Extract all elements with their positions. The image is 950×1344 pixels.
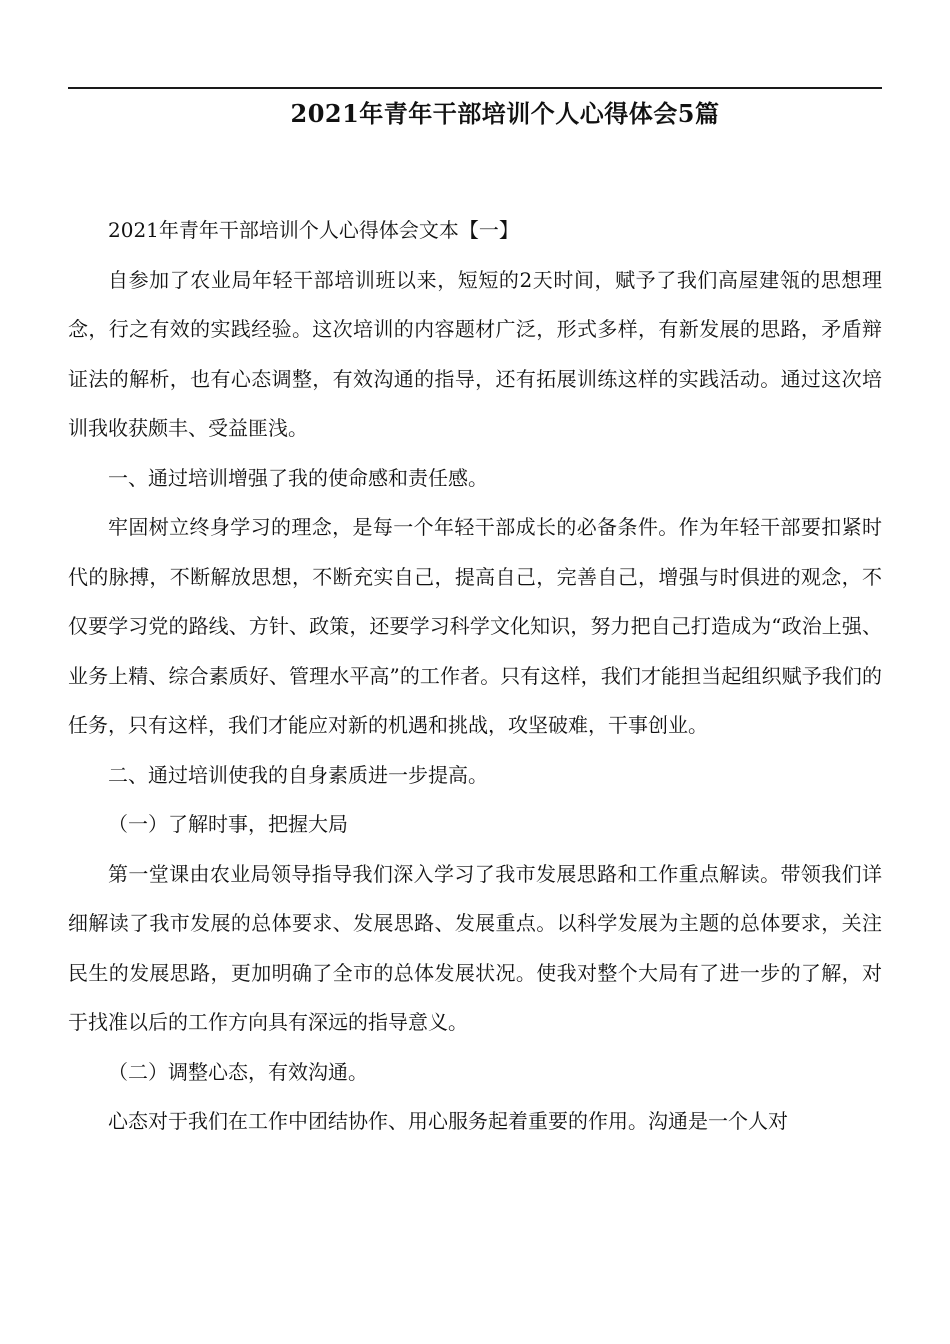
- subheading: （二）调整心态，有效沟通。: [108, 1059, 368, 1084]
- subheading: 一、通过培训增强了我的使命感和责任感。: [108, 465, 488, 490]
- body-paragraph: 心态对于我们在工作中团结协作、用心服务起着重要的作用。沟通是一个人对: [108, 1109, 788, 1133]
- body-paragraph: 牢固树立终身学习的理念，是每一个年轻干部成长的必备条件。作为年轻干部要扣紧时代的脉搏，不断解放思想，不断充实自己，提高自己，完善自己，增强与时俱进的观念，不仅要学习党的路线、方针、政策，还要学习科学文化知识，努力把自己打造成为“政治上强、业务上精、综合素质好、管理水平高”的工作者。只有这样，我们才能担当起组织赋予我们的任务，只有这样，我们才能应对新的机遇和挑战，攻坚破难，干事创业。: [68, 515, 882, 737]
- body-paragraph: 第一堂课由农业局领导指导我们深入学习了我市发展思路和工作重点解读。带领我们详细解读了我市发展的总体要求、发展思路、发展重点。以科学发展为主题的总体要求，关注民生的发展思路，更加明确了全市的总体发展状况。使我对整个大局有了进一步的了解，对于找准以后的工作方向具有深远的指导意义。: [68, 861, 882, 1034]
- subheading: （一）了解时事，把握大局: [108, 812, 348, 836]
- document-body: [68, 206, 882, 1147]
- header-rule: [68, 87, 882, 89]
- document-title: 2021年青年干部培训个人心得体会5篇: [290, 99, 720, 128]
- body-paragraph: 自参加了农业局年轻干部培训班以来，短短的2天时间，赋予了我们高屋建瓴的思想理念，行之有效的实践经验。这次培训的内容题材广泛，形式多样，有新发展的思路，矛盾辩证法的解析，也有心态调整，有效沟通的指导，还有拓展训练这样的实践活动。通过这次培训我收获颇丰、受益匪浅。: [68, 267, 882, 440]
- section-heading: 2021年青年干部培训个人心得体会文本【一】: [108, 218, 519, 242]
- subheading: 二、通过培训使我的自身素质进一步提高。: [108, 762, 488, 787]
